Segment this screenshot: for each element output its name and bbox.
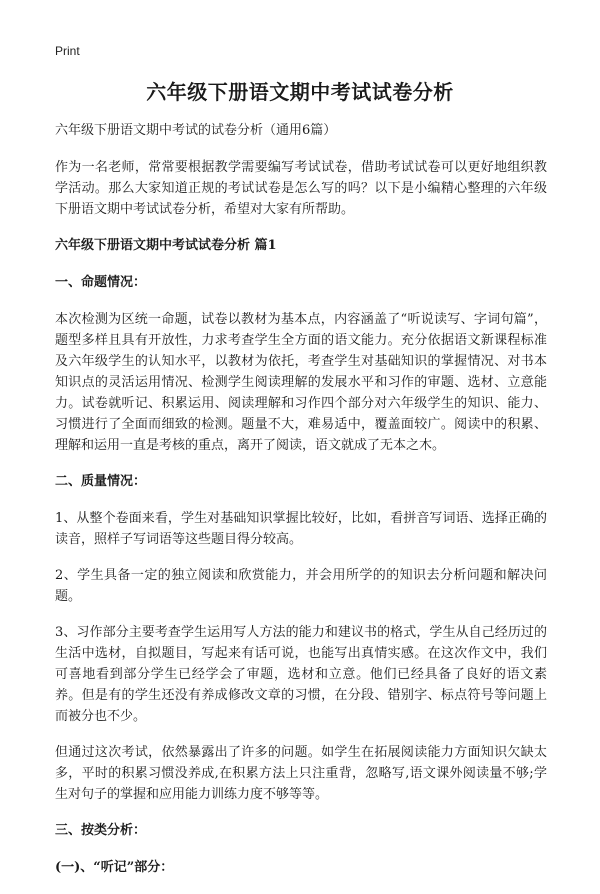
document-body [55, 120, 547, 894]
quality-item-3: 3、习作部分主要考查学生运用写人方法的能力和建议书的格式，学生从自己经历过的生活中选材，自拟题目，写起来有话可说，也能写出真情实感。在这次作文中，我们可喜地看到部分学生已经学会了审题，选材和立意。他们已经具备了良好的语文素养。但是有的学生还没有养成修改文章的习惯，在分段、错别字、标点符号等问题上而被分也不少。 [55, 625, 547, 724]
print-link[interactable]: Print [55, 44, 80, 58]
document-subtitle: 六年级下册语文期中考试的试卷分析（通用6篇） [55, 123, 337, 138]
quality-item-1: 1、从整个卷面来看，学生对基础知识掌握比较好，比如，看拼音写词语、选择正确的读音，照样子写词语等这些题目得分较高。 [55, 511, 547, 547]
document-title: 六年级下册语文期中考试试卷分析 [146, 80, 454, 104]
heading-proposition: 一、命题情况： [55, 275, 147, 290]
proposition-paragraph: 本次检测为区统一命题，试卷以教材为基本点，内容涵盖了“听说读写、字词句篇”，题型多样且具有开放性，力求考查学生全方面的语文能力。充分依据语文新课程标准及六年级学生的认知水平，以教材为依托，考查学生对基础知识的掌握情况、对书本知识点的灵活运用情况、检测学生阅读理解的发展水平和习作的审题、选材、立意能力。试卷就听记、积累运用、阅读理解和习作四个部分对六年级学生的知识、能力、习惯进行了全面而细致的检测。题量不大，难易适中，覆盖面较广。阅读中的积累、理解和运用一直是考核的重点，离开了阅读，语文就成了无本之木。 [55, 312, 547, 453]
intro-paragraph: 作为一名老师，常常要根据教学需要编写考试试卷，借助考试试卷可以更好地组织教学活动。那么大家知道正规的考试试卷是怎么写的吗？以下是小编精心整理的六年级下册语文期中考试试卷分析，希望对大家有所帮助。 [55, 160, 547, 217]
heading-listening: (一)、“听记”部分： [55, 860, 174, 875]
problems-paragraph: 但通过这次考试，依然暴露出了许多的问题。如学生在拓展阅读能力方面知识欠缺太多，平时的积累习惯没养成,在积累方法上只注重背，忽略写,语文课外阅读量不够;学生对句子的掌握和应用能力训练力度不够等等。 [55, 745, 547, 802]
quality-item-2: 2、学生具备一定的独立阅读和欣赏能力，并会用所学的的知识去分析问题和解决问题。 [55, 568, 547, 604]
heading-quality: 二、质量情况： [55, 474, 147, 489]
heading-analysis: 三、按类分析： [55, 823, 147, 838]
section-title: 六年级下册语文期中考试试卷分析 篇1 [55, 238, 277, 253]
